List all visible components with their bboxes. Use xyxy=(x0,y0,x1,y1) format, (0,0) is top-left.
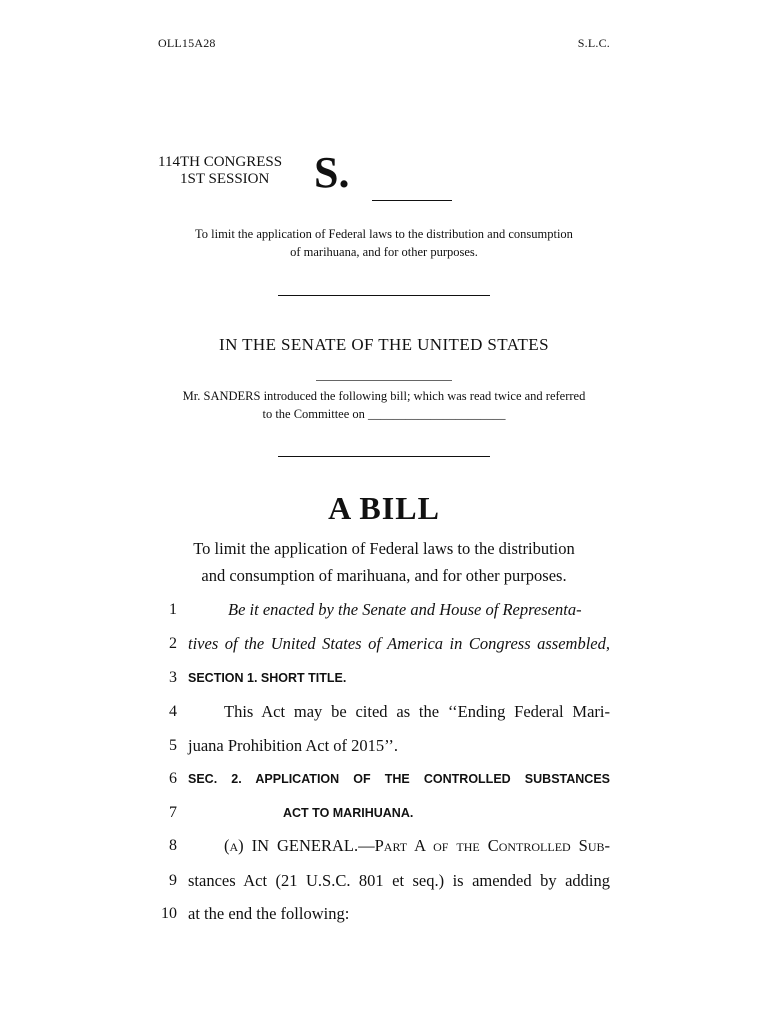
enacting-clause-line-2: tives of the United States of America in Congress assembled, xyxy=(188,634,610,653)
congress-number: 114TH CONGRESS xyxy=(158,154,283,170)
section-2-heading-line-1: SEC. 2. APPLICATION OF THE CONTROLLED SUBSTANCES xyxy=(188,772,610,786)
line-number: 10 xyxy=(161,905,177,922)
session-number: 1ST SESSION xyxy=(180,171,270,187)
long-title xyxy=(0,535,768,589)
divider-short xyxy=(316,380,452,381)
caption-line-2: of marihuana, and for other purposes. xyxy=(290,245,478,259)
line-number: 9 xyxy=(169,872,177,889)
line-number: 5 xyxy=(169,737,177,754)
introduction-line-1: Mr. SANDERS introduced the following bill; which was read twice and referred xyxy=(182,389,586,403)
document-id: OLL15A28 xyxy=(158,36,216,50)
long-title-line-2: and consumption of marihuana, and for other purposes. xyxy=(201,566,567,585)
line-number: 2 xyxy=(169,635,177,652)
bill-number-blank xyxy=(372,200,452,201)
line-number: 8 xyxy=(169,837,177,854)
line-number: 3 xyxy=(169,669,177,686)
subsection-a-line-3: at the end the following: xyxy=(188,904,350,923)
subsection-a-line-1: (a) IN GENERAL.—Part A of the Controlled Sub- xyxy=(224,836,610,855)
caption-line-1: To limit the application of Federal laws to the distribution and consumption xyxy=(195,227,573,241)
bill-prefix: S. xyxy=(314,148,350,197)
divider-2 xyxy=(278,456,490,457)
subsection-a-line-2: stances Act (21 U.S.C. 801 et seq.) is amended by adding xyxy=(188,871,610,890)
line-number: 7 xyxy=(169,804,177,821)
bill-title: A BILL xyxy=(328,490,440,526)
senate-heading: IN THE SENATE OF THE UNITED STATES xyxy=(219,335,549,354)
section-1-text-line-2: juana Prohibition Act of 2015’’. xyxy=(188,736,399,755)
divider-1 xyxy=(278,295,490,296)
line-number: 4 xyxy=(169,703,177,720)
line-number: 6 xyxy=(169,770,177,787)
enacting-clause-line-1: Be it enacted by the Senate and House of Representa- xyxy=(228,600,582,619)
section-1-text-line-1: This Act may be cited as the ‘‘Ending Federal Mari- xyxy=(224,702,610,721)
caption xyxy=(0,225,768,261)
line-number: 1 xyxy=(169,601,177,618)
section-2-heading-line-2: ACT TO MARIHUANA. xyxy=(283,806,414,820)
long-title-line-1: To limit the application of Federal laws to the distribution xyxy=(193,539,575,558)
introduction xyxy=(0,387,768,423)
introduction-line-2: to the Committee on ______________________ xyxy=(262,407,506,421)
congress-block xyxy=(158,154,282,188)
document-code: S.L.C. xyxy=(577,36,610,50)
section-1-heading: SECTION 1. SHORT TITLE. xyxy=(188,671,347,685)
